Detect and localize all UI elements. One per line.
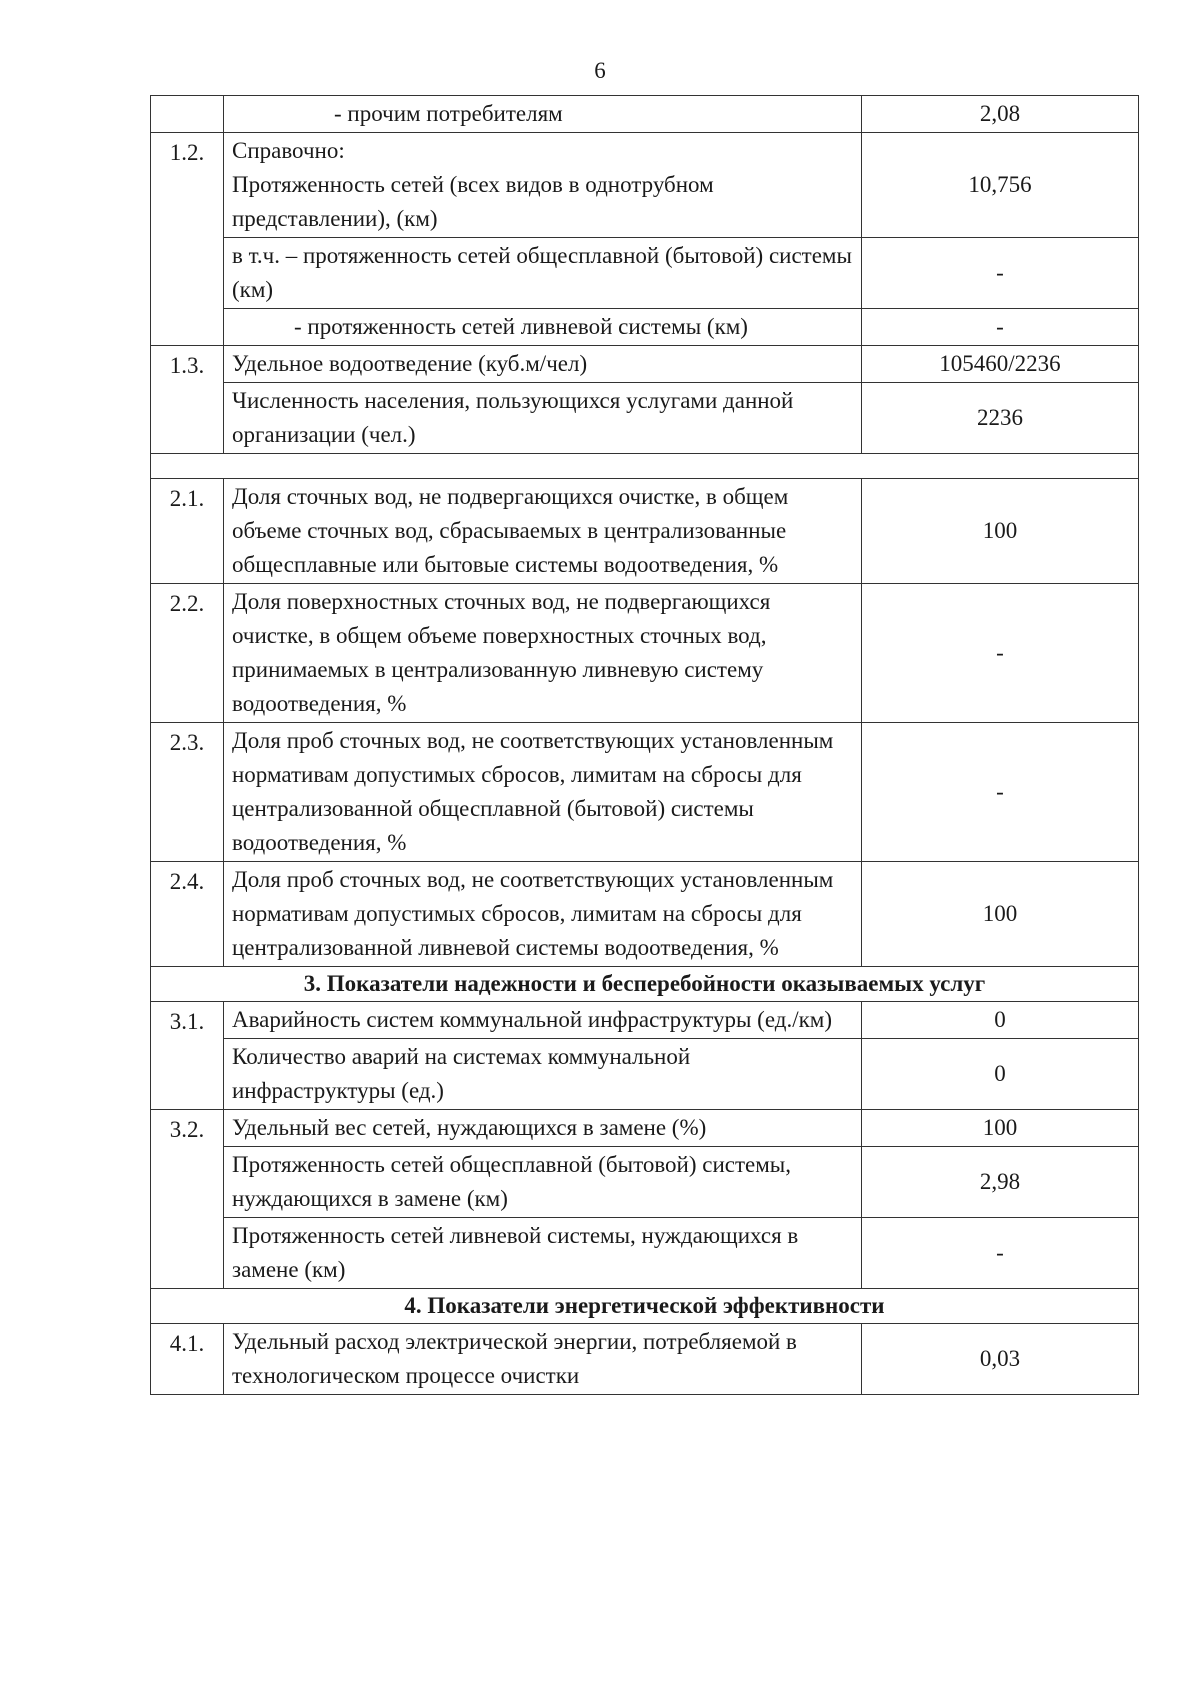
table-row: [151, 723, 1139, 862]
row-number: 2.4.: [151, 862, 224, 967]
row-number: 1.2.: [151, 133, 224, 346]
row-label: - протяженность сетей ливневой системы (км): [224, 309, 862, 346]
row-value: 100: [862, 1110, 1139, 1147]
row-label: Доля поверхностных сточных вод, не подвергающихся очистке, в общем объеме поверхностных сточных вод, принимаемых в централизованную ливневую систему водоотведения, %: [224, 584, 862, 723]
table-row: [151, 96, 1139, 133]
table-row: [151, 1110, 1139, 1147]
spacer-row: [151, 454, 1139, 479]
row-label: [224, 133, 862, 238]
table-row: [151, 309, 1139, 346]
row-label: Численность населения, пользующихся услугами данной организации (чел.): [224, 383, 862, 454]
row-number: 4.1.: [151, 1324, 224, 1395]
row-number: 3.1.: [151, 1002, 224, 1110]
row-label: Аварийность систем коммунальной инфраструктуры (ед./км): [224, 1002, 862, 1039]
table-row: [151, 346, 1139, 383]
table-row: [151, 1039, 1139, 1110]
row-number: 1.3.: [151, 346, 224, 454]
row-value: -: [862, 584, 1139, 723]
table-row: [151, 479, 1139, 584]
row-value: 100: [862, 479, 1139, 584]
table-row: [151, 1218, 1139, 1289]
row-value: -: [862, 1218, 1139, 1289]
table-row: [151, 1002, 1139, 1039]
row-label: - прочим потребителям: [224, 96, 862, 133]
row-label: Доля проб сточных вод, не соответствующих установленным нормативам допустимых сбросов, лимитам на сбросы для централизованной общесплавной (бытовой) системы водоотведения, %: [224, 723, 862, 862]
row-label: Количество аварий на системах коммунальной инфраструктуры (ед.): [224, 1039, 862, 1110]
row-label: Протяженность сетей ливневой системы, нуждающихся в замене (км): [224, 1218, 862, 1289]
row-number: 2.1.: [151, 479, 224, 584]
table-row: [151, 584, 1139, 723]
row-value: 2236: [862, 383, 1139, 454]
table-row: [151, 383, 1139, 454]
row-number-cell: [151, 96, 224, 133]
row-label-line: Справочно:: [232, 138, 345, 163]
row-number: 2.2.: [151, 584, 224, 723]
row-number: 2.3.: [151, 723, 224, 862]
row-value: 2,98: [862, 1147, 1139, 1218]
row-value: 2,08: [862, 96, 1139, 133]
row-label-line: Протяженность сетей (всех видов в однотрубном представлении), (км): [232, 172, 714, 231]
row-value: -: [862, 723, 1139, 862]
row-value: 0: [862, 1002, 1139, 1039]
section-title: 3. Показатели надежности и бесперебойности оказываемых услуг: [151, 967, 1139, 1002]
table-row: [151, 238, 1139, 309]
row-label: Доля проб сточных вод, не соответствующих установленным нормативам допустимых сбросов, лимитам на сбросы для централизованной ливневой системы водоотведения, %: [224, 862, 862, 967]
row-value: 0,03: [862, 1324, 1139, 1395]
row-value: 10,756: [862, 133, 1139, 238]
row-label: Доля сточных вод, не подвергающихся очистке, в общем объеме сточных вод, сбрасываемых в централизованные общесплавные или бытовые системы водоотведения, %: [224, 479, 862, 584]
table-row: [151, 133, 1139, 238]
row-label: Протяженность сетей общесплавной (бытовой) системы, нуждающихся в замене (км): [224, 1147, 862, 1218]
page-number: 6: [594, 58, 606, 83]
row-label: в т.ч. – протяженность сетей общесплавной (бытовой) системы (км): [224, 238, 862, 309]
row-value: -: [862, 309, 1139, 346]
section-header-row: [151, 1289, 1139, 1324]
row-value: 0: [862, 1039, 1139, 1110]
row-value: 105460/2236: [862, 346, 1139, 383]
table-row: [151, 1324, 1139, 1395]
indicators-table: [150, 95, 1139, 1395]
table-row: [151, 862, 1139, 967]
row-number: 3.2.: [151, 1110, 224, 1289]
row-value: 100: [862, 862, 1139, 967]
table-row: [151, 1147, 1139, 1218]
row-label: Удельный расход электрической энергии, потребляемой в технологическом процессе очистки: [224, 1324, 862, 1395]
section-title: 4. Показатели энергетической эффективности: [151, 1289, 1139, 1324]
row-value: -: [862, 238, 1139, 309]
row-label: Удельный вес сетей, нуждающихся в замене (%): [224, 1110, 862, 1147]
row-label: Удельное водоотведение (куб.м/чел): [224, 346, 862, 383]
section-header-row: [151, 967, 1139, 1002]
spacer-cell: [151, 454, 1139, 479]
